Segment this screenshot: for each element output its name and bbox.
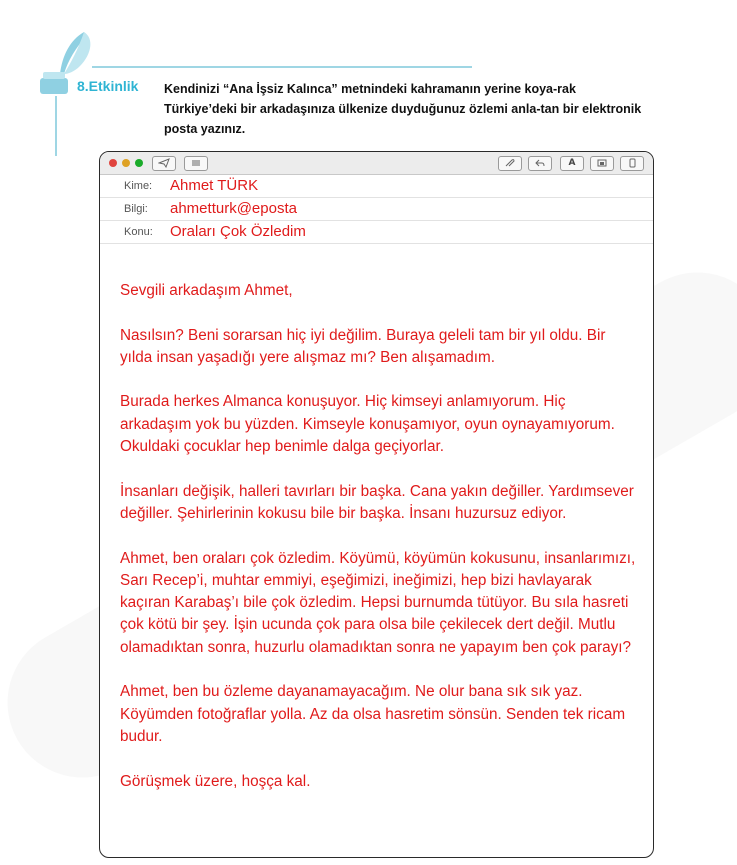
close-window-button[interactable] — [109, 159, 117, 167]
body-paragraph: Burada herkes Almanca konuşuyor. Hiç kimseyi anlamıyorum. Hiç arkadaşım yok bu yüzden. Kimseyle konuşamıyor, oyun oynayamıyorum. Okuldaki çocuklar hep benimle dalga geçiyorlar. — [120, 393, 615, 456]
email-headers — [100, 175, 653, 244]
cc-label: Bilgi: — [124, 203, 148, 215]
body-paragraph: Ahmet, ben oraları çok özledim. Köyümü, köyümün kokusunu, insanlarımızı, Sarı Recep’i, muhtar emmiyi, eşeğimizi, ineğimizi, hep bizi havlayarak kaçıran Karabaş’ı bile çok özledim. Hepsi burnumda tütüyor. Bu sıla hasreti çok kötü bir şey. İşin ucunda çok para olsa bile çekilecek dert değil. Mutlu olamadıktan sonra, huzurlu olamadıktan sonra ne yapayım ben çok parayı? — [120, 549, 636, 656]
attach-button[interactable] — [498, 156, 522, 171]
subject-label: Konu: — [124, 226, 153, 238]
minimize-window-button[interactable] — [122, 159, 130, 167]
cc-field[interactable]: ahmetturk@eposta — [170, 200, 297, 217]
reply-button[interactable] — [528, 156, 552, 171]
phone-button[interactable] — [620, 156, 644, 171]
list-button[interactable] — [184, 156, 208, 171]
header-rule — [92, 66, 472, 68]
phone-icon — [626, 158, 638, 168]
to-field[interactable]: Ahmet TÜRK — [170, 177, 259, 194]
body-paragraph: Nasılsın? Beni sorarsan hiç iyi değilim. Buraya geleli tam bir yıl oldu. Bir yılda insan yaşadığı yere alışmaz mı? Ben alışamadım. — [120, 326, 606, 366]
font-button[interactable]: A — [560, 156, 584, 171]
body-paragraph: İnsanları değişik, halleri tavırları bir başka. Cana yakın değiller. Yardımsever değiller. Şehirlerinin kokusu bile bir başka. İnsanı huzursuz ediyor. — [120, 482, 634, 522]
to-label: Kime: — [124, 180, 153, 192]
maximize-window-button[interactable] — [135, 159, 143, 167]
body-paragraph: Ahmet, ben bu özleme dayanamayacağım. Ne olur bana sık sık yaz. Köyümden fotoğraflar yolla. Az da olsa hasretim sönsün. Senden tek ricam budur. — [120, 683, 626, 745]
send-icon — [158, 158, 170, 168]
activity-label: 8.Etkinlik — [77, 78, 139, 94]
reply-icon — [534, 158, 546, 168]
window-titlebar — [100, 152, 653, 175]
header-vertical-rule — [55, 96, 57, 156]
subject-field[interactable]: Oraları Çok Özledim — [170, 223, 306, 240]
photo-button[interactable] — [590, 156, 614, 171]
photo-icon — [596, 158, 608, 168]
closing: Görüşmek üzere, hoşça kal. — [120, 772, 311, 790]
greeting: Sevgili arkadaşım Ahmet, — [120, 282, 293, 299]
activity-instruction: Kendinizi “Ana İşsiz Kalınca” metnindeki kahramanın yerine koya-rak Türkiye’deki bir arkadaşınıza ülkenize duyduğunuz özlemi anla-tan bir elektronik posta yazınız. — [164, 82, 642, 136]
attach-icon — [504, 158, 516, 168]
list-icon — [190, 158, 202, 168]
cc-row[interactable] — [100, 198, 653, 221]
to-row[interactable] — [100, 175, 653, 198]
email-body[interactable] — [120, 280, 640, 815]
email-window — [99, 151, 654, 858]
subject-row[interactable] — [100, 221, 653, 244]
send-button[interactable] — [152, 156, 176, 171]
